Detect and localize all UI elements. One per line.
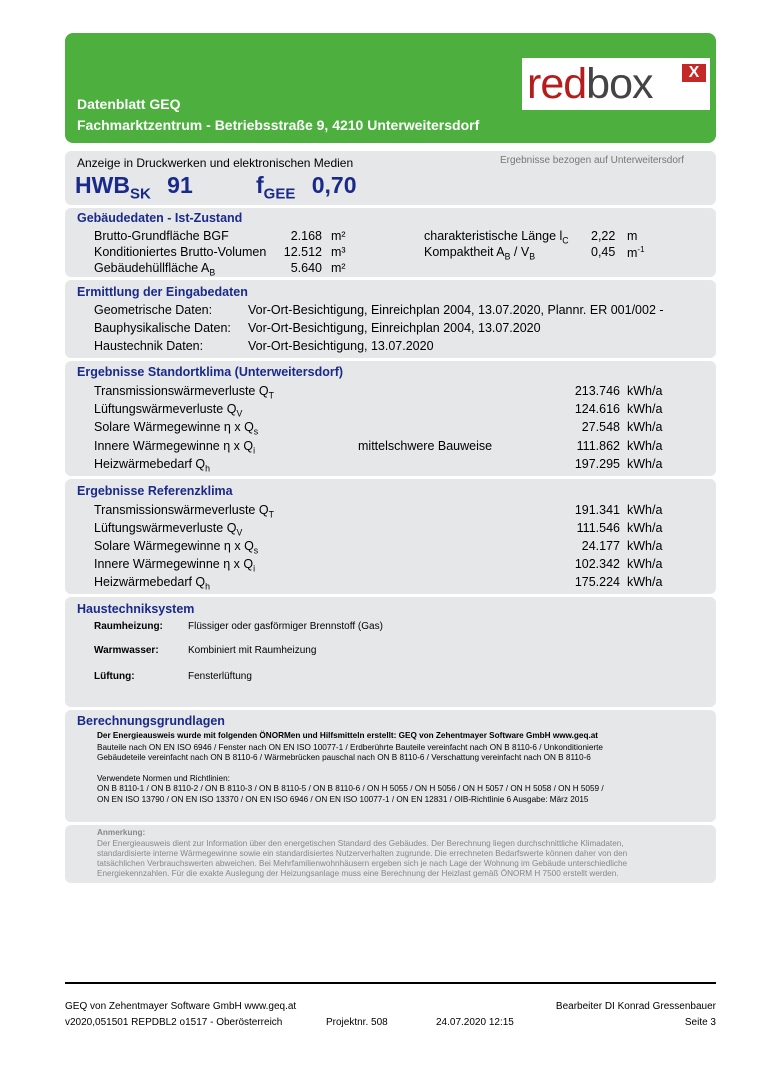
site-row-unit: kWh/a (627, 384, 663, 398)
remark-line: tatsächlichen Verbrauchswerten abweichen. Bei Mehrfamilienwohnhäusern ergeben sich je nach Lage der Wohnung im Gebäude unterschiedliche (97, 859, 628, 868)
building-right-label: charakteristische Länge $l_C$ (424, 229, 569, 246)
basis-line: Bauteile nach ON EN ISO 6946 / Fenster nach ON EN ISO 10077-1 / Erdberührte Bauteile vereinfacht nach ON B 8110-6 / Unkonditionierte (97, 743, 603, 752)
footer-version: v2020,051501 REPDBL2 o1517 - Oberösterreich (65, 1017, 283, 1028)
building-right-value: 2,22 (591, 229, 616, 243)
input-row-label: Haustechnik Daten: (94, 339, 204, 353)
building-row-value: 5.640 (290, 261, 322, 275)
ref-row-unit: kWh/a (627, 575, 663, 589)
ref-row-value: 111.546 (576, 521, 620, 535)
basis-lead: Der Energieausweis wurde mit folgenden ÖNORMen und Hilfsmitteln erstellt: GEQ von Zehentmayer Software GmbH www.geq.at (97, 731, 599, 740)
site-row-value: 111.862 (576, 439, 620, 453)
site-row-value: 213.746 (574, 384, 620, 398)
input-row-value: Vor-Ort-Besichtigung, 13.07.2020 (248, 339, 434, 353)
site-row-label: Heizwärmebedarf $Q_h$ (94, 457, 211, 474)
hwb-indicator (75, 172, 193, 203)
footer-company: GEQ von Zehentmayer Software GmbH www.geq.at (65, 1001, 297, 1012)
site-row-unit: kWh/a (627, 457, 663, 471)
system-value: Fensterlüftung (188, 671, 252, 682)
remark-line: standardisierte interne Wärmegewinne sowie ein standardisiertes Nutzerverhalten zugrunde. Die errechneten Bedarfswerte können daher von den (97, 849, 628, 858)
hwb-label: HWB (75, 172, 130, 198)
input-row-value: Vor-Ort-Besichtigung, Einreichplan 2004, 13.07.2020 (248, 321, 541, 335)
site-row-unit: kWh/a (627, 439, 663, 453)
building-row-unit: m² (331, 229, 346, 243)
site-row-unit: kWh/a (627, 402, 663, 416)
footer-project: Projektnr. 508 (326, 1017, 388, 1028)
footer-rule (65, 982, 716, 984)
building-row-label: Gebäudehüllfläche $A_B$ (94, 261, 216, 278)
site-row-value: 124.616 (574, 402, 620, 416)
site-row-unit: kWh/a (627, 420, 663, 434)
ref-row-label: Lüftungswärmeverluste $Q_V$ (94, 521, 243, 538)
building-row-value: 2.168 (290, 229, 322, 243)
building-right-unit: $m^{-1}$ (627, 245, 645, 261)
system-value: Kombiniert mit Raumheizung (188, 645, 317, 656)
fgee-value: 0,70 (311, 172, 357, 198)
building-row-label: Brutto-Grundfläche BGF (94, 229, 229, 243)
ref-row-label: Innere Wärmegewinne η x $Q_i$ (94, 557, 256, 574)
ref-row-value: 24.177 (581, 539, 620, 553)
site-row-note: mittelschwere Bauweise (358, 439, 493, 453)
input-row-label: Geometrische Daten: (94, 303, 213, 317)
footer-date: 24.07.2020 12:15 (436, 1017, 514, 1028)
hwb-sub: SK (129, 185, 151, 203)
logo-text: redbox (527, 60, 653, 108)
input-row-label: Bauphysikalische Daten: (94, 321, 231, 335)
building-section-title: Gebäudedaten - Ist-Zustand (77, 211, 243, 225)
footer-page: Seite 3 (684, 1017, 716, 1028)
ref-row-label: Solare Wärmegewinne η x $Q_s$ (94, 539, 259, 556)
remark-line: Energiekennzahlen. Für die exakte Auslegung der Heizungsanlage muss eine Berechnung der Heizlast gemäß ÖNORM H 7500 erstellt werden. (97, 869, 619, 878)
ref-climate-title: Ergebnisse Referenzklima (77, 484, 233, 498)
ref-row-label: Transmissionswärmeverluste $Q_T$ (94, 503, 274, 520)
ref-row-unit: kWh/a (627, 539, 663, 553)
systems-title: Haustechniksystem (77, 602, 195, 616)
document-title: Datenblatt GEQ (77, 96, 181, 112)
input-section-title: Ermittlung der Eingabedaten (77, 285, 248, 299)
building-right-unit: m (627, 229, 638, 243)
system-label: Lüftung: (94, 671, 135, 682)
norms-label: Verwendete Normen und Richtlinien: (97, 774, 230, 783)
hwb-value: 91 (167, 172, 193, 198)
logo-mark: X (682, 64, 706, 82)
system-label: Raumheizung: (94, 621, 163, 632)
ref-row-unit: kWh/a (627, 521, 663, 535)
ref-row-value: 191.341 (574, 503, 620, 517)
system-label: Warmwasser: (94, 645, 159, 656)
ref-row-unit: kWh/a (627, 557, 663, 571)
remark-title: Anmerkung: (97, 828, 146, 837)
building-right-label: Kompaktheit $A_B / V_B$ (424, 245, 536, 262)
system-value: Flüssiger oder gasförmiger Brennstoff (Gas) (188, 621, 383, 632)
building-right-value: 0,45 (591, 245, 616, 259)
footer-editor: Bearbeiter DI Konrad Gressenbauer (555, 1001, 716, 1012)
fgee-indicator (256, 172, 357, 203)
building-row-label: Konditioniertes Brutto-Volumen (94, 245, 267, 259)
building-row-unit: m² (331, 261, 346, 275)
site-row-label: Lüftungswärmeverluste $Q_V$ (94, 402, 243, 419)
basis-line: Gebäudeteile vereinfacht nach ON B 8110-6 / Wärmebrücken pauschal nach ON B 8110-6 / Verschattung vereinfacht nach ON B 8110-6 (97, 753, 591, 762)
site-row-label: Solare Wärmegewinne η x $Q_s$ (94, 420, 259, 437)
basis-title: Berechnungsgrundlagen (77, 714, 225, 728)
input-row-value: Vor-Ort-Besichtigung, Einreichplan 2004, 13.07.2020, Plannr. ER 001/002 - (248, 303, 664, 317)
site-climate-title: Ergebnisse Standortklima (Unterweitersdorf) (77, 365, 344, 379)
display-label: Anzeige in Druckwerken und elektronischen Medien (77, 156, 354, 170)
reference-note: Ergebnisse bezogen auf Unterweitersdorf (500, 155, 684, 166)
site-row-value: 197.295 (574, 457, 620, 471)
fgee-sub: GEE (263, 185, 296, 203)
remark-line: Der Energieausweis dient zur Information über den energetischen Standard des Gebäudes. Der Berechnung liegen durchschnittliche Klimadaten, (97, 839, 624, 848)
building-row-value: 12.512 (283, 245, 322, 259)
site-row-value: 27.548 (581, 420, 620, 434)
document-subtitle: Fachmarktzentrum - Betriebsstraße 9, 4210 Unterweitersdorf (77, 117, 480, 133)
site-row-label: Transmissionswärmeverluste $Q_T$ (94, 384, 274, 401)
site-row-label: Innere Wärmegewinne η x $Q_i$ (94, 439, 256, 456)
ref-row-value: 102.342 (574, 557, 620, 571)
ref-row-label: Heizwärmebedarf $Q_h$ (94, 575, 211, 592)
norms-line: ON B 8110-1 / ON B 8110-2 / ON B 8110-3 / ON B 8110-5 / ON B 8110-6 / ON H 5055 / ON H 5056 / ON H 5057 / ON H 5058 / ON H 5059 / (97, 784, 604, 793)
ref-row-unit: kWh/a (627, 503, 663, 517)
redbox-logo (522, 58, 710, 110)
building-row-unit: m³ (331, 245, 346, 259)
ref-row-value: 175.224 (574, 575, 620, 589)
fgee-label: f (256, 172, 264, 198)
norms-line: ON EN ISO 13790 / ON EN ISO 13370 / ON EN ISO 6946 / ON EN ISO 10077-1 / ON EN 12831 / OIB-Richtlinie 6 Ausgabe: März 2015 (97, 795, 589, 804)
